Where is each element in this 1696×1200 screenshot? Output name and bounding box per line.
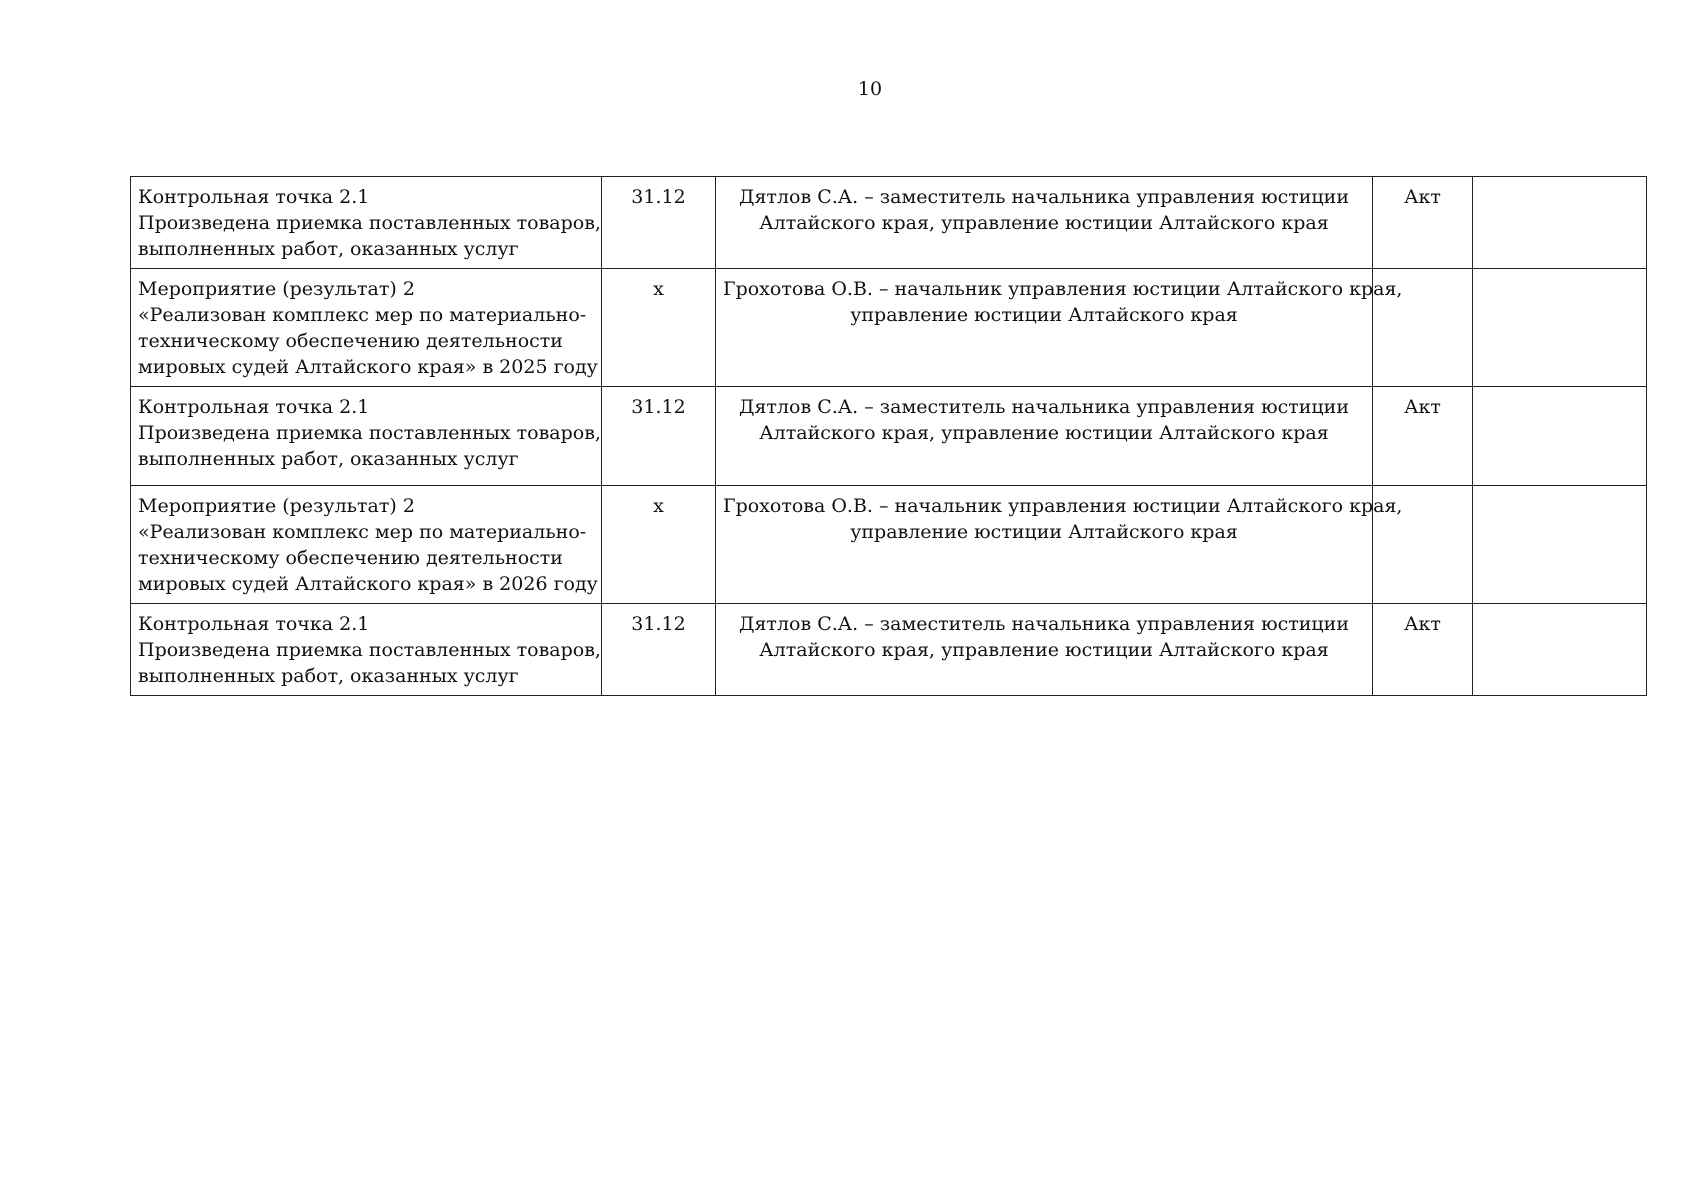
responsible-line: Алтайского края, управление юстиции Алтайского края [759, 422, 1329, 444]
event-title-line: выполненных работ, оказанных услуг [138, 448, 519, 470]
event-title-line: «Реализован комплекс мер по материально- [138, 521, 587, 543]
page-number: 10 [857, 78, 883, 100]
event-title-line: Мероприятие (результат) 2 [138, 495, 415, 517]
table-row [131, 387, 1647, 486]
event-title-line: техническому обеспечению деятельности [138, 547, 563, 569]
extra-cell [1473, 177, 1647, 269]
event-title-line: выполненных работ, оказанных услуг [138, 238, 519, 260]
table-row [131, 177, 1647, 269]
responsible-line: Дятлов С.А. – заместитель начальника управления юстиции [739, 186, 1349, 208]
responsible-line: управление юстиции Алтайского края [850, 521, 1238, 543]
extra-cell [1473, 486, 1647, 604]
event-title-line: мировых судей Алтайского края» в 2026 году [138, 573, 598, 595]
extra-cell [1473, 604, 1647, 696]
responsible-line: Алтайского края, управление юстиции Алтайского края [759, 212, 1329, 234]
event-title-line: выполненных работ, оказанных услуг [138, 665, 519, 687]
responsible-line: Дятлов С.А. – заместитель начальника управления юстиции [739, 613, 1349, 635]
deadline-cell: 31.12 [602, 604, 716, 696]
document-type-cell: Акт [1373, 387, 1473, 486]
event-title-cell [131, 486, 602, 604]
document-type-cell: Акт [1373, 177, 1473, 269]
deadline-cell: х [602, 486, 716, 604]
responsible-cell [716, 604, 1373, 696]
table-row [131, 269, 1647, 387]
event-title-line: техническому обеспечению деятельности [138, 330, 563, 352]
event-title-cell [131, 604, 602, 696]
responsible-line: управление юстиции Алтайского края [850, 304, 1238, 326]
extra-cell [1473, 387, 1647, 486]
event-title-line: Контрольная точка 2.1 [138, 613, 370, 635]
event-title-line: Произведена приемка поставленных товаров, [138, 212, 601, 234]
event-title-line: Произведена приемка поставленных товаров, [138, 422, 601, 444]
table-row [131, 604, 1647, 696]
responsible-cell [716, 177, 1373, 269]
responsible-line: Грохотова О.В. – начальник управления юстиции Алтайского края, [723, 278, 1403, 300]
document-type-cell: Акт [1373, 604, 1473, 696]
responsible-line: Грохотова О.В. – начальник управления юстиции Алтайского края, [723, 495, 1403, 517]
responsible-cell [716, 387, 1373, 486]
responsible-cell [716, 269, 1403, 387]
event-title-line: Мероприятие (результат) 2 [138, 278, 415, 300]
event-title-line: Произведена приемка поставленных товаров, [138, 639, 601, 661]
responsible-line: Дятлов С.А. – заместитель начальника управления юстиции [739, 396, 1349, 418]
responsible-cell [716, 486, 1403, 604]
event-title-line: Контрольная точка 2.1 [138, 396, 370, 418]
event-title-line: Контрольная точка 2.1 [138, 186, 370, 208]
responsible-line: Алтайского края, управление юстиции Алтайского края [759, 639, 1329, 661]
table-row [131, 486, 1647, 604]
control-points-table [130, 176, 1647, 696]
event-title-line: «Реализован комплекс мер по материально- [138, 304, 587, 326]
event-title-cell [131, 177, 602, 269]
event-title-cell [131, 387, 602, 486]
deadline-cell: 31.12 [602, 387, 716, 486]
deadline-cell: х [602, 269, 716, 387]
event-title-line: мировых судей Алтайского края» в 2025 году [138, 356, 598, 378]
deadline-cell: 31.12 [602, 177, 716, 269]
extra-cell [1473, 269, 1647, 387]
event-title-cell [131, 269, 602, 387]
